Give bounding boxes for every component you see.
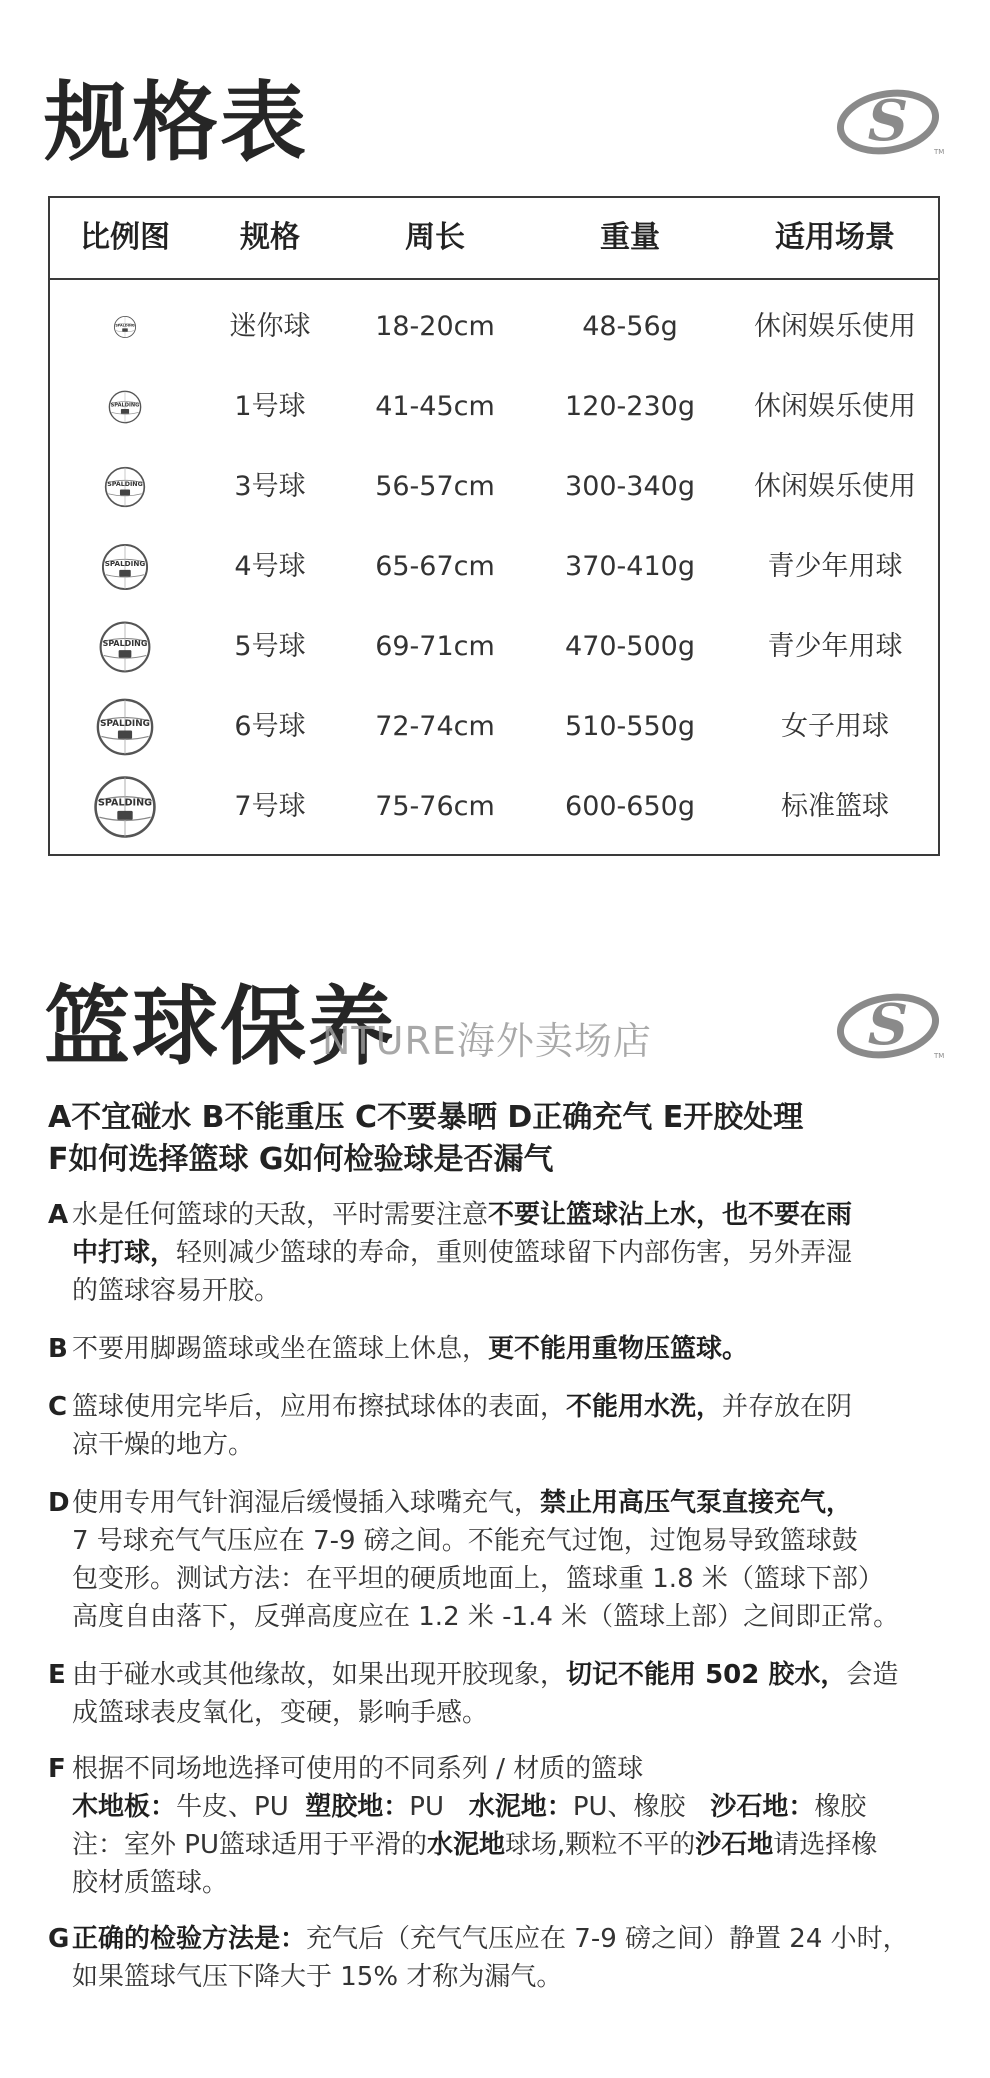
- cell-circumference: 56-57cm: [375, 471, 495, 502]
- cell-size: 3号球: [234, 471, 306, 502]
- spec-table: [48, 196, 940, 856]
- col-header-circumference: 周长: [405, 220, 465, 255]
- cell-weight: 600-650g: [565, 791, 695, 822]
- item-letter: B: [48, 1334, 68, 1364]
- cell-circumference: 18-20cm: [375, 311, 495, 342]
- item-letter: F: [48, 1754, 66, 1784]
- ball-brand-text: SPALDING: [100, 718, 150, 729]
- basketball-icon: [93, 775, 157, 839]
- table-row: [50, 607, 938, 687]
- col-header-size: 规格: [240, 220, 300, 255]
- cell-size: 4号球: [234, 551, 306, 582]
- care-index-line-1: A不宜碰水 B不能重压 C不要暴晒 D正确充气 E开胶处理: [48, 1100, 804, 1135]
- col-header-usage: 适用场景: [775, 220, 895, 255]
- cell-usage: 休闲娱乐使用: [754, 471, 916, 502]
- svg-text:TM: TM: [934, 1052, 944, 1060]
- cell-usage: 青少年用球: [767, 631, 903, 662]
- ball-brand-text: SPALDING: [98, 797, 152, 809]
- ball-brand-text: SPALDING: [104, 559, 146, 569]
- svg-text:S: S: [867, 992, 909, 1058]
- ball-brand-text: SPALDING: [115, 323, 135, 328]
- cell-circumference: 75-76cm: [375, 791, 495, 822]
- care-title: 篮球保养: [44, 977, 396, 1077]
- basketball-icon: [101, 543, 149, 591]
- cell-circumference: 41-45cm: [375, 391, 495, 422]
- item-letter: E: [48, 1660, 66, 1690]
- spec-title: 规格表: [44, 73, 308, 173]
- item-letter: A: [48, 1200, 69, 1230]
- ball-brand-text: SPALDING: [110, 402, 140, 409]
- cell-weight: 370-410g: [565, 551, 695, 582]
- cell-usage: 标准篮球: [781, 791, 889, 822]
- cell-circumference: 69-71cm: [375, 631, 495, 662]
- cell-usage: 女子用球: [781, 711, 889, 742]
- spalding-logo-icon: [836, 84, 944, 156]
- spec-table-header: [50, 198, 938, 280]
- basketball-icon: [96, 698, 155, 757]
- cell-weight: 470-500g: [565, 631, 695, 662]
- svg-text:S: S: [867, 88, 909, 154]
- table-row: [50, 447, 938, 527]
- store-watermark: NTURE海外卖场店: [322, 1019, 652, 1063]
- cell-size: 5号球: [234, 631, 306, 662]
- item-letter: G: [48, 1924, 70, 1954]
- item-letter: C: [48, 1392, 68, 1422]
- table-row: [50, 527, 938, 607]
- ball-brand-text: SPALDING: [102, 638, 148, 648]
- care-index-line-2: F如何选择篮球 G如何检验球是否漏气: [48, 1142, 554, 1177]
- basketball-icon: [108, 390, 142, 424]
- cell-weight: 48-56g: [582, 311, 678, 342]
- basketball-icon: [114, 316, 137, 339]
- table-row: [50, 287, 938, 367]
- col-header-weight: 重量: [600, 220, 660, 255]
- table-row: [50, 367, 938, 447]
- cell-size: 7号球: [234, 791, 306, 822]
- cell-size: 6号球: [234, 711, 306, 742]
- cell-size: 1号球: [234, 391, 306, 422]
- cell-circumference: 65-67cm: [375, 551, 495, 582]
- cell-usage: 青少年用球: [767, 551, 903, 582]
- cell-usage: 休闲娱乐使用: [754, 391, 916, 422]
- svg-text:TM: TM: [934, 148, 944, 156]
- basketball-icon: [104, 466, 146, 508]
- table-row: [50, 767, 938, 847]
- table-row: [50, 687, 938, 767]
- cell-circumference: 72-74cm: [375, 711, 495, 742]
- item-letter: D: [48, 1488, 70, 1518]
- spalding-logo-icon: [836, 988, 944, 1060]
- cell-weight: 120-230g: [565, 391, 695, 422]
- cell-weight: 300-340g: [565, 471, 695, 502]
- cell-usage: 休闲娱乐使用: [754, 311, 916, 342]
- cell-weight: 510-550g: [565, 711, 695, 742]
- cell-size: 迷你球: [229, 311, 311, 342]
- col-header-scale: 比例图: [80, 220, 170, 255]
- ball-brand-text: SPALDING: [107, 481, 143, 489]
- basketball-icon: [99, 621, 152, 674]
